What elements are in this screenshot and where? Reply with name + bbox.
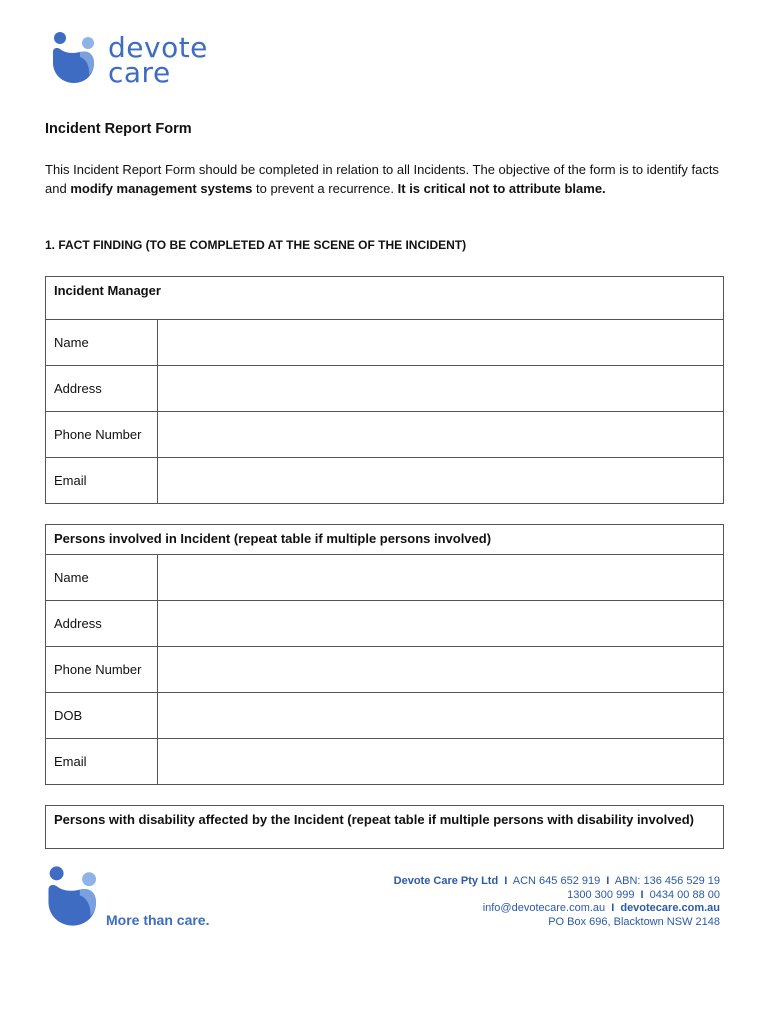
footer-line-3 xyxy=(394,902,720,916)
persons-involved-heading: Persons involved in Incident (repeat table if multiple persons involved) xyxy=(46,525,724,555)
footer-abn: ABN: 136 456 529 19 xyxy=(614,875,720,887)
manager-phone-label: Phone Number xyxy=(46,412,158,458)
footer-sep-1: I xyxy=(504,875,508,887)
intro-text-2: to prevent a recurrence. xyxy=(252,180,398,196)
incident-manager-heading: Incident Manager xyxy=(46,277,724,320)
logo-text-care: care xyxy=(108,56,171,89)
person-address-field[interactable] xyxy=(158,601,724,647)
person-phone-field[interactable] xyxy=(158,647,724,693)
persons-involved-table xyxy=(45,524,724,785)
footer-line-2 xyxy=(394,889,720,903)
manager-address-field[interactable] xyxy=(158,366,724,412)
manager-email-label: Email xyxy=(46,458,158,504)
page-title: Incident Report Form xyxy=(45,121,192,137)
section-heading-fact-finding: 1. FACT FINDING (TO BE COMPLETED AT THE SCENE OF THE INCIDENT) xyxy=(45,238,467,252)
person-name-field[interactable] xyxy=(158,555,724,601)
manager-email-field[interactable] xyxy=(158,458,724,504)
logo-text-devote: devote xyxy=(108,31,208,64)
manager-address-label: Address xyxy=(46,366,158,412)
person-email-label: Email xyxy=(46,739,158,785)
footer-website-link[interactable]: devotecare.com.au xyxy=(620,902,720,914)
devote-care-logo-icon xyxy=(50,30,100,85)
person-email-field[interactable] xyxy=(158,739,724,785)
footer-line-1 xyxy=(394,875,720,889)
footer-sep-3: I xyxy=(640,888,644,901)
footer-contact xyxy=(394,875,720,929)
footer-phone-2: 0434 00 88 00 xyxy=(649,888,720,901)
incident-manager-table xyxy=(45,276,724,504)
footer-tagline: More than care. xyxy=(106,912,210,928)
persons-disability-table xyxy=(45,805,724,849)
footer-address: PO Box 696, Blacktown NSW 2148 xyxy=(548,915,720,928)
footer-sep-2: I xyxy=(606,875,610,887)
person-address-label: Address xyxy=(46,601,158,647)
footer-email-link[interactable]: info@devotecare.com.au xyxy=(482,902,606,914)
person-phone-label: Phone Number xyxy=(46,647,158,693)
intro-text-1: This Incident Report Form should be completed in relation to all Incidents. The objective of the form is to identify facts and xyxy=(45,162,719,196)
person-dob-label: DOB xyxy=(46,693,158,739)
persons-disability-heading: Persons with disability affected by the Incident (repeat table if multiple persons with disability involved) xyxy=(46,806,724,849)
intro-bold-2: It is critical not to attribute blame. xyxy=(397,180,606,196)
footer-company: Devote Care Pty Ltd xyxy=(393,875,499,887)
manager-phone-field[interactable] xyxy=(158,412,724,458)
intro-bold-1: modify management systems xyxy=(70,180,253,196)
footer-phone-1: 1300 300 999 xyxy=(567,888,635,901)
manager-name-label: Name xyxy=(46,320,158,366)
person-name-label: Name xyxy=(46,555,158,601)
footer-sep-4: I xyxy=(611,902,615,914)
manager-name-field[interactable] xyxy=(158,320,724,366)
footer-acn: ACN 645 652 919 xyxy=(512,875,601,887)
footer-logo-icon xyxy=(45,864,103,928)
intro-paragraph xyxy=(45,161,725,198)
person-dob-field[interactable] xyxy=(158,693,724,739)
